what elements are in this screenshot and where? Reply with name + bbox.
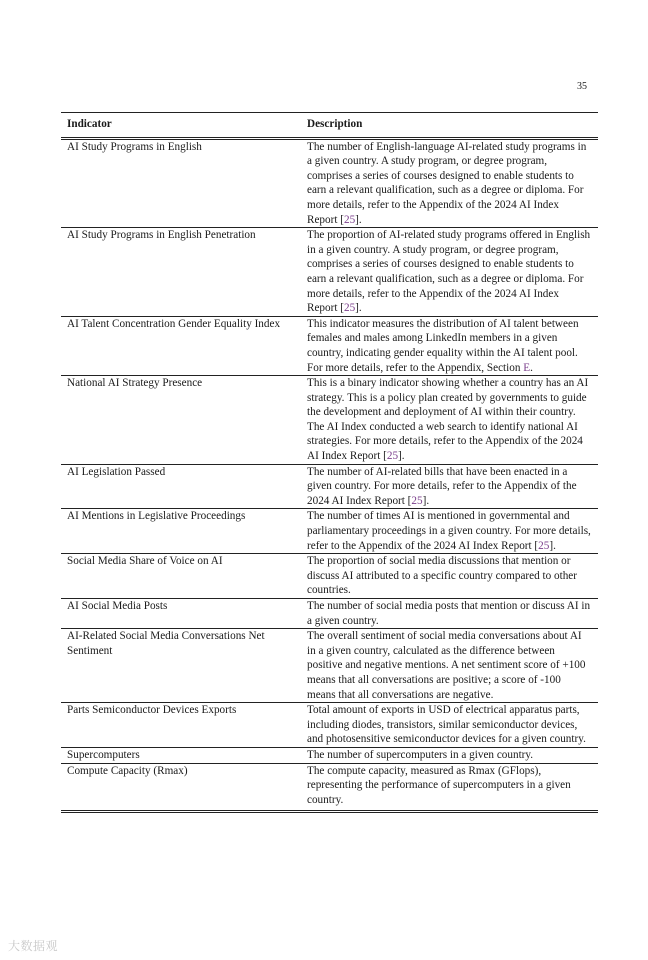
indicator-cell: National AI Strategy Presence (61, 376, 301, 465)
page-number: 35 (577, 81, 587, 92)
table-row (61, 509, 598, 554)
indicator-cell: AI Study Programs in English (61, 138, 301, 228)
citation-link[interactable]: 25 (411, 494, 423, 507)
description-text: The number of AI-related bills that have been enacted in a given country. For more details, refer to the Appendix of the 2024 AI Index Report [ (307, 465, 577, 507)
description-cell (301, 316, 598, 375)
table-row (61, 763, 598, 812)
description-cell (301, 464, 598, 509)
indicator-cell: AI Study Programs in English Penetration (61, 228, 301, 317)
indicator-cell: AI-Related Social Media Conversations Net Sentiment (61, 629, 301, 703)
table-row (61, 703, 598, 748)
description-tail: ]. (355, 213, 362, 226)
description-text: This indicator measures the distribution of AI talent between females and males among LinkedIn members in a given country, indicating gender equality within the AI talent pool. For more details, refer to the Appendix, Section (307, 317, 579, 374)
description-cell: Total amount of exports in USD of electrical apparatus parts, including diodes, transistors, similar semiconductor devices, and photosensitive semiconductor devices for a given country. (301, 703, 598, 748)
table-row (61, 376, 598, 465)
table-row (61, 464, 598, 509)
description-cell (301, 228, 598, 317)
table-row (61, 228, 598, 317)
description-cell: The proportion of social media discussions that mention or discuss AI attributed to a specific country compared to other countries. (301, 554, 598, 599)
indicator-cell: Compute Capacity (Rmax) (61, 763, 301, 812)
indicator-table (61, 112, 598, 813)
description-text: This is a binary indicator showing whether a country has an AI strategy. This is a policy plan created by governments to guide the development and deployment of AI within their country. The AI Index conducted a web search to identify national AI strategies. For more details, refer to the Appendix of the 2024 AI Index Report [ (307, 377, 589, 463)
description-text: The number of English-language AI-related study programs in a given country. A study program, or degree program, comprises a series of courses designed to enable students to earn a relevant qualification, such as a degree or diploma. For more details, refer to the Appendix of the 2024 AI Index Report [ (307, 140, 587, 226)
description-text: The proportion of AI-related study programs offered in English in a given country. A study program, or degree program, comprises a series of courses designed to enable students to earn a relevant qualification, such as a degree or diploma. For more details, refer to the Appendix of the 2024 AI Index Report [ (307, 229, 591, 315)
section-link[interactable]: E (523, 361, 531, 374)
description-cell: The overall sentiment of social media conversations about AI in a given country, calculated as the difference between positive and negative mentions. A net sentiment score of +100 means that all conversations are positive; a score of -100 means that all conversations are negative. (301, 629, 598, 703)
description-cell: The number of supercomputers in a given country. (301, 747, 598, 763)
description-tail: . (530, 361, 533, 374)
table-row (61, 554, 598, 599)
citation-link[interactable]: 25 (343, 302, 356, 315)
citation-link[interactable]: 25 (343, 213, 356, 226)
description-tail: ]. (398, 450, 405, 463)
indicator-cell: AI Social Media Posts (61, 599, 301, 629)
header-description: Description (301, 113, 598, 139)
indicator-table-container (61, 112, 598, 813)
indicator-cell: AI Legislation Passed (61, 464, 301, 509)
description-cell: The compute capacity, measured as Rmax (GFlops), representing the performance of supercomputers in a given country. (301, 763, 598, 812)
table-row (61, 316, 598, 375)
table-row (61, 629, 598, 703)
indicator-cell: Supercomputers (61, 747, 301, 763)
description-tail: ]. (355, 302, 362, 315)
description-cell (301, 509, 598, 554)
citation-link[interactable]: 25 (386, 450, 399, 463)
watermark-logo: 大数据观 (8, 939, 59, 953)
table-row (61, 138, 598, 228)
description-tail: ]. (422, 494, 430, 507)
table-row (61, 747, 598, 763)
description-cell: The number of social media posts that mention or discuss AI in a given country. (301, 599, 598, 629)
indicator-cell: AI Talent Concentration Gender Equality Index (61, 316, 301, 375)
indicator-cell: Parts Semiconductor Devices Exports (61, 703, 301, 748)
description-cell (301, 138, 598, 228)
header-indicator: Indicator (61, 113, 301, 139)
indicator-cell: AI Mentions in Legislative Proceedings (61, 509, 301, 554)
citation-link[interactable]: 25 (538, 539, 550, 552)
indicator-cell: Social Media Share of Voice on AI (61, 554, 301, 599)
description-text: The number of times AI is mentioned in governmental and parliamentary proceedings in a given country. For more details, refer to the Appendix of the 2024 AI Index Report [ (307, 510, 591, 552)
description-cell (301, 376, 598, 465)
table-row (61, 599, 598, 629)
description-tail: ]. (549, 539, 556, 552)
table-header-row (61, 113, 598, 139)
